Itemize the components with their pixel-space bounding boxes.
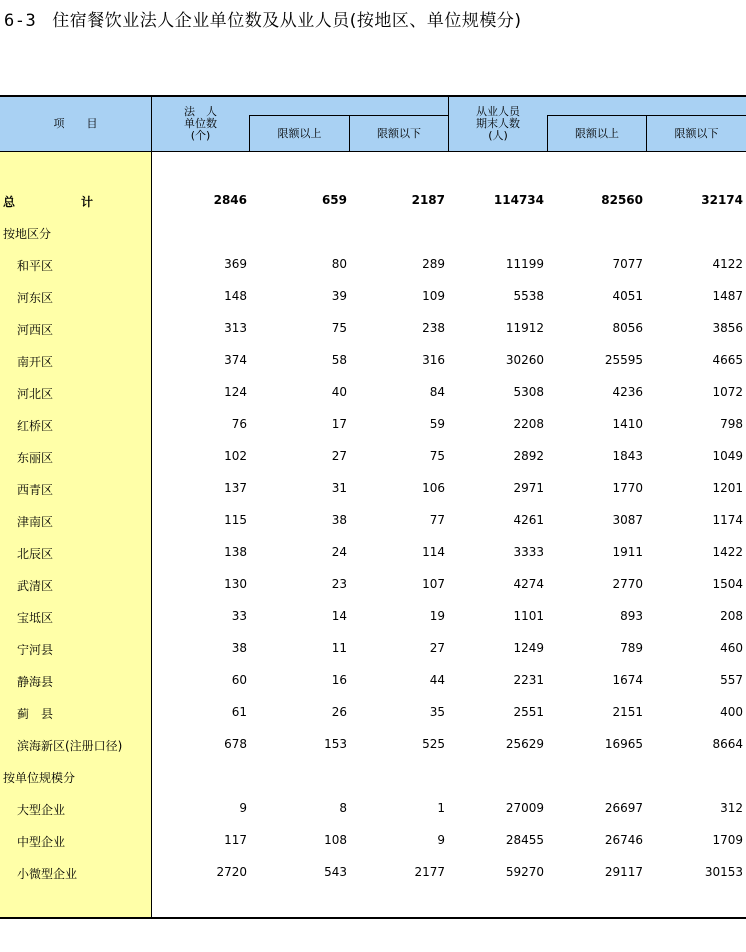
cell-units-total: 678: [224, 737, 247, 751]
header-emp-line2: 期末人数: [476, 117, 520, 130]
cell-emp-total: 1249: [513, 641, 544, 655]
cell-emp-above: 8056: [612, 321, 643, 335]
cell-units-above: 80: [331, 257, 347, 271]
cell-units-below: 77: [429, 513, 445, 527]
cell-emp-above: 893: [620, 609, 643, 623]
cell-units-above: 108: [324, 833, 347, 847]
cell-units-total: 9: [239, 801, 247, 815]
cell-units-above: 543: [324, 865, 347, 879]
cell-emp-total: 5308: [513, 385, 544, 399]
cell-emp-total: 114734: [493, 193, 544, 207]
row-group-label: 按地区分: [3, 227, 52, 241]
row-label: 津南区: [17, 515, 54, 529]
cell-emp-below: 1487: [712, 289, 743, 303]
table-row: [0, 728, 746, 760]
cell-units-above: 24: [331, 545, 347, 559]
header-emp-below: 限额以下: [674, 126, 719, 140]
cell-emp-total: 5538: [513, 289, 544, 303]
cell-emp-below: 557: [720, 673, 743, 687]
row-label: 河北区: [17, 387, 54, 401]
row-group-label: 按单位规模分: [3, 771, 76, 785]
table-row: [0, 856, 746, 888]
header-units-above: 限额以上: [277, 126, 322, 140]
cell-units-below: 19: [429, 609, 445, 623]
table-row: [0, 280, 746, 312]
cell-emp-above: 29117: [604, 865, 643, 879]
cell-emp-total: 1101: [513, 609, 544, 623]
cell-units-above: 27: [331, 449, 347, 463]
cell-units-above: 16: [331, 673, 347, 687]
cell-emp-below: 1422: [712, 545, 743, 559]
table-row: [0, 344, 746, 376]
row-label: 北辰区: [17, 547, 54, 561]
cell-units-total: 137: [224, 481, 247, 495]
cell-units-above: 38: [331, 513, 347, 527]
cell-emp-below: 4665: [712, 353, 743, 367]
cell-units-above: 40: [331, 385, 347, 399]
cell-emp-above: 7077: [612, 257, 643, 271]
cell-units-above: 14: [331, 609, 347, 623]
cell-units-total: 369: [224, 257, 247, 271]
cell-emp-total: 2892: [513, 449, 544, 463]
cell-units-above: 58: [331, 353, 347, 367]
cell-units-below: 59: [429, 417, 445, 431]
cell-units-total: 148: [224, 289, 247, 303]
cell-emp-above: 16965: [604, 737, 643, 751]
cell-emp-below: 208: [720, 609, 743, 623]
cell-units-below: 289: [422, 257, 445, 271]
cell-units-total: 124: [224, 385, 247, 399]
cell-emp-total: 2551: [513, 705, 544, 719]
cell-units-total: 138: [224, 545, 247, 559]
cell-units-total: 38: [231, 641, 247, 655]
table-row: [0, 696, 746, 728]
table-title: [4, 6, 521, 31]
table-row: [0, 536, 746, 568]
table-row: [0, 600, 746, 632]
cell-units-below: 84: [429, 385, 445, 399]
header-employees: [449, 99, 547, 149]
cell-units-total: 117: [224, 833, 247, 847]
cell-emp-above: 1911: [612, 545, 643, 559]
row-label: 南开区: [17, 355, 54, 369]
cell-units-below: 106: [422, 481, 445, 495]
row-label: 河西区: [17, 323, 54, 337]
cell-emp-total: 30260: [505, 353, 544, 367]
cell-emp-above: 789: [620, 641, 643, 655]
row-label: 河东区: [17, 291, 54, 305]
cell-emp-above: 2770: [612, 577, 643, 591]
cell-units-below: 75: [429, 449, 445, 463]
cell-emp-above: 26746: [604, 833, 643, 847]
cell-units-below: 2187: [411, 193, 445, 207]
cell-emp-below: 32174: [701, 193, 743, 207]
cell-emp-total: 25629: [505, 737, 544, 751]
cell-units-total: 76: [231, 417, 247, 431]
cell-units-total: 130: [224, 577, 247, 591]
cell-units-below: 1: [437, 801, 445, 815]
cell-units-below: 2177: [414, 865, 445, 879]
header-emp-line3: (人): [488, 129, 508, 142]
table-row: [0, 184, 746, 216]
cell-emp-above: 1674: [612, 673, 643, 687]
cell-units-below: 44: [429, 673, 445, 687]
cell-units-above: 26: [331, 705, 347, 719]
cell-units-total: 60: [231, 673, 247, 687]
header-units: [152, 99, 249, 149]
cell-units-total: 102: [224, 449, 247, 463]
header-emp-line1: 从业人员: [476, 105, 520, 118]
cell-units-above: 17: [331, 417, 347, 431]
table-row: [0, 376, 746, 408]
cell-emp-above: 1410: [612, 417, 643, 431]
header-units-line2: 单位数: [184, 117, 217, 130]
cell-units-total: 313: [224, 321, 247, 335]
row-label: 总 计: [3, 195, 108, 209]
cell-units-total: 33: [231, 609, 247, 623]
cell-units-above: 23: [331, 577, 347, 591]
cell-emp-above: 1843: [612, 449, 643, 463]
table-title-text: 住宿餐饮业法人企业单位数及从业人员(按地区、单位规模分): [52, 11, 522, 31]
cell-emp-above: 3087: [612, 513, 643, 527]
cell-emp-above: 25595: [604, 353, 643, 367]
cell-units-below: 238: [422, 321, 445, 335]
cell-emp-below: 798: [720, 417, 743, 431]
row-label: 中型企业: [17, 835, 66, 849]
cell-emp-below: 4122: [712, 257, 743, 271]
cell-units-above: 39: [331, 289, 347, 303]
cell-emp-below: 400: [720, 705, 743, 719]
cell-units-below: 35: [429, 705, 445, 719]
row-label: 西青区: [17, 483, 54, 497]
cell-units-above: 75: [331, 321, 347, 335]
row-label: 大型企业: [17, 803, 66, 817]
header-emp-above: 限额以上: [575, 126, 619, 140]
row-label: 静海县: [17, 675, 54, 689]
cell-emp-above: 82560: [601, 193, 643, 207]
cell-units-below: 316: [422, 353, 445, 367]
cell-emp-total: 11912: [505, 321, 544, 335]
row-label: 宁河县: [17, 643, 54, 657]
cell-emp-total: 27009: [505, 801, 544, 815]
table-row: [0, 248, 746, 280]
cell-emp-total: 59270: [505, 865, 544, 879]
cell-emp-below: 1504: [712, 577, 743, 591]
cell-units-total: 115: [224, 513, 247, 527]
cell-units-above: 153: [324, 737, 347, 751]
cell-units-below: 525: [422, 737, 445, 751]
cell-units-total: 2846: [213, 193, 247, 207]
cell-emp-below: 30153: [704, 865, 743, 879]
table-row: [0, 472, 746, 504]
table-number: 6-3: [4, 11, 37, 31]
cell-units-below: 109: [422, 289, 445, 303]
cell-emp-above: 4236: [612, 385, 643, 399]
cell-emp-below: 1709: [712, 833, 743, 847]
table-row: [0, 792, 746, 824]
cell-emp-below: 1201: [712, 481, 743, 495]
header-units-below: 限额以下: [377, 126, 421, 140]
cell-emp-below: 1174: [712, 513, 743, 527]
row-label: 蓟 县: [17, 707, 54, 721]
cell-emp-total: 2231: [513, 673, 544, 687]
cell-units-below: 107: [422, 577, 445, 591]
table-row: [0, 312, 746, 344]
row-label: 小微型企业: [17, 867, 78, 881]
cell-emp-total: 2208: [513, 417, 544, 431]
table-bottom-border: [0, 917, 746, 919]
header-units-line3: (个): [190, 129, 211, 142]
row-label: 滨海新区(注册口径): [17, 739, 123, 753]
cell-emp-total: 4274: [513, 577, 544, 591]
cell-units-total: 374: [224, 353, 247, 367]
cell-units-above: 8: [339, 801, 347, 815]
cell-units-total: 2720: [216, 865, 247, 879]
table-row: [0, 568, 746, 600]
table-row: [0, 632, 746, 664]
cell-emp-below: 1049: [712, 449, 743, 463]
table-row: [0, 664, 746, 696]
cell-units-below: 27: [429, 641, 445, 655]
cell-emp-above: 1770: [612, 481, 643, 495]
table-row: [0, 408, 746, 440]
cell-emp-above: 4051: [612, 289, 643, 303]
cell-units-below: 114: [422, 545, 445, 559]
cell-emp-above: 2151: [612, 705, 643, 719]
row-label: 武清区: [17, 579, 54, 593]
table-row: [0, 216, 746, 248]
cell-units-below: 9: [437, 833, 445, 847]
table-row: [0, 440, 746, 472]
cell-emp-total: 3333: [513, 545, 544, 559]
cell-emp-below: 3856: [712, 321, 743, 335]
header-units-line1: 法 人: [184, 105, 217, 118]
cell-emp-below: 460: [720, 641, 743, 655]
table-row: [0, 760, 746, 792]
cell-emp-total: 2971: [513, 481, 544, 495]
table-row: [0, 504, 746, 536]
cell-units-above: 11: [331, 641, 347, 655]
cell-emp-total: 4261: [513, 513, 544, 527]
row-label: 和平区: [17, 259, 54, 273]
cell-emp-total: 28455: [505, 833, 544, 847]
cell-emp-below: 1072: [712, 385, 743, 399]
cell-units-above: 31: [331, 481, 347, 495]
row-label: 红桥区: [17, 419, 54, 433]
row-label: 东丽区: [17, 451, 54, 465]
header-item: 项 目: [53, 117, 98, 130]
row-label: 宝坻区: [17, 611, 54, 625]
cell-units-total: 61: [231, 705, 247, 719]
cell-emp-above: 26697: [604, 801, 643, 815]
cell-emp-below: 8664: [712, 737, 743, 751]
table-row: [0, 824, 746, 856]
cell-emp-below: 312: [720, 801, 743, 815]
cell-units-above: 659: [321, 193, 347, 207]
table-body: [0, 184, 746, 888]
cell-emp-total: 11199: [505, 257, 544, 271]
